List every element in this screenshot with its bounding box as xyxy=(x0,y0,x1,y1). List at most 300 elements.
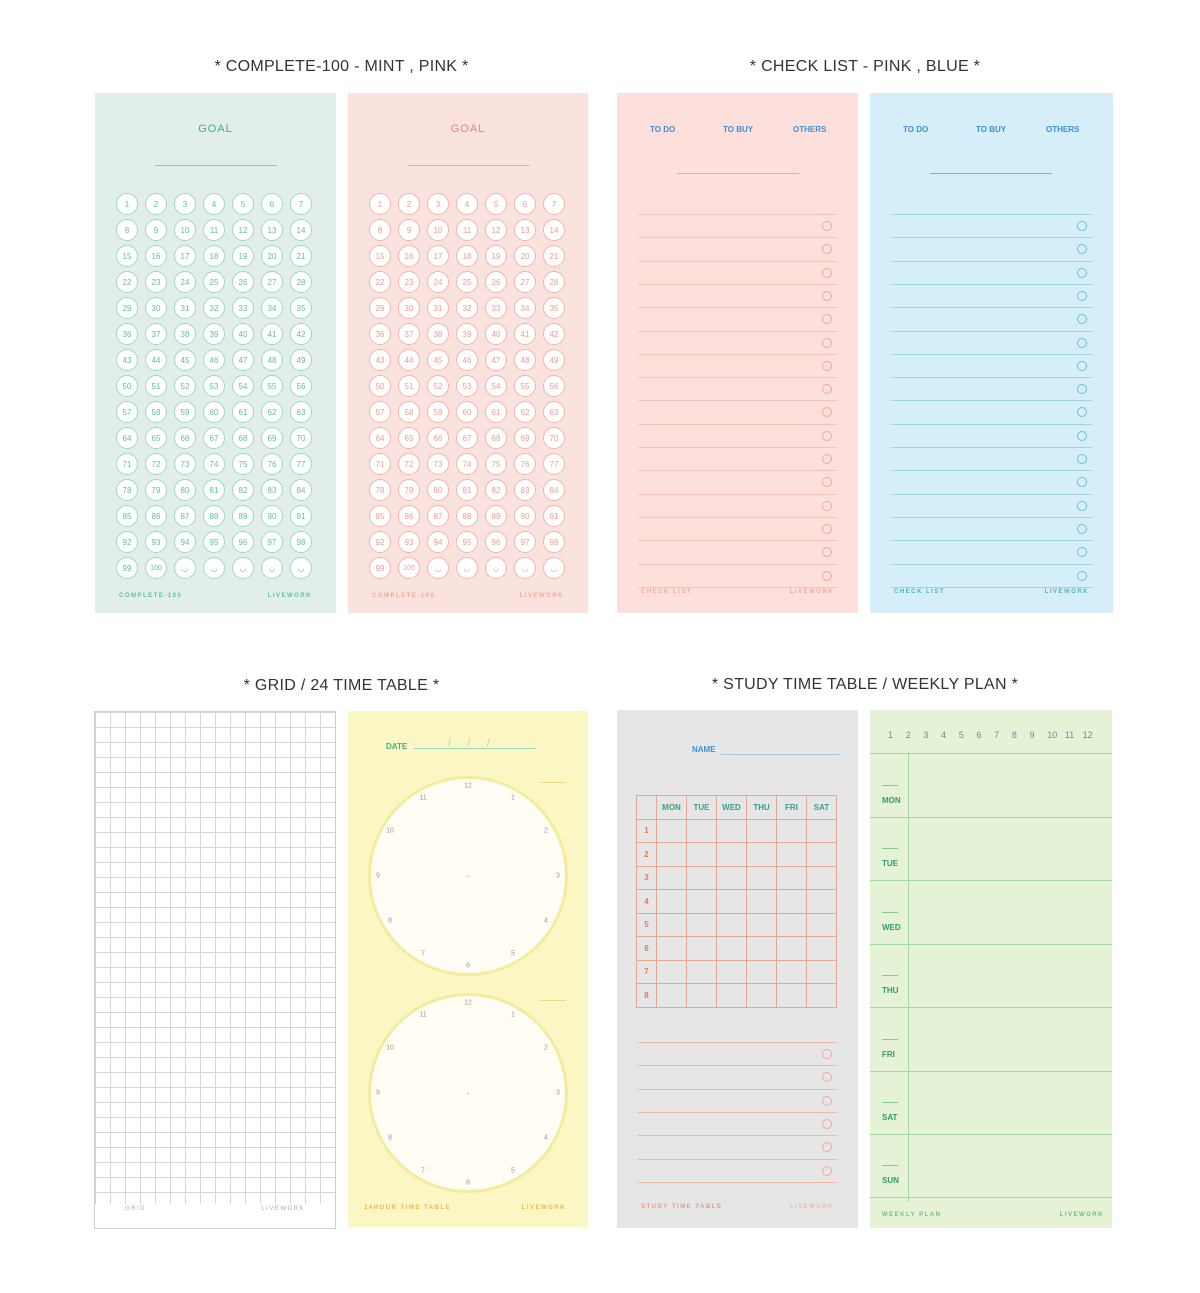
checklist-line xyxy=(891,587,1092,588)
checkbox-circle[interactable] xyxy=(822,1049,832,1059)
checklist-line xyxy=(638,400,837,401)
goal-circle: 98 xyxy=(290,531,312,553)
table-cell[interactable] xyxy=(777,866,807,890)
goal-circle: 88 xyxy=(456,505,478,527)
checkbox-circle[interactable] xyxy=(1077,314,1087,324)
weekly-row[interactable] xyxy=(870,944,1112,1008)
clock-hour-number: 12 xyxy=(464,782,472,790)
goal-circle: 19 xyxy=(485,245,507,267)
table-cell[interactable] xyxy=(807,843,837,867)
smile-face-icon: ◡ xyxy=(514,557,536,579)
goal-circle: 17 xyxy=(427,245,449,267)
goal-circle: 94 xyxy=(174,531,196,553)
checklist-line xyxy=(638,564,837,565)
goal-circle: 13 xyxy=(261,219,283,241)
day-label: SAT xyxy=(882,1113,898,1122)
goal-circle: 92 xyxy=(369,531,391,553)
checkbox-circle[interactable] xyxy=(822,1096,832,1106)
goal-circle: 78 xyxy=(116,479,138,501)
table-cell[interactable] xyxy=(657,960,687,984)
tab-underline xyxy=(930,173,1052,174)
checklist-line xyxy=(638,494,837,495)
goal-circle: 88 xyxy=(203,505,225,527)
goal-circle: 51 xyxy=(145,375,167,397)
study-timetable-card xyxy=(617,710,858,1228)
goal-circle: 25 xyxy=(203,271,225,293)
goal-circle: 54 xyxy=(485,375,507,397)
goal-circle: 57 xyxy=(369,401,391,423)
goal-circle: 37 xyxy=(398,323,420,345)
goal-circle: 71 xyxy=(369,453,391,475)
checklist-line xyxy=(638,447,837,448)
table-cell[interactable] xyxy=(747,819,777,843)
goal-circle: 33 xyxy=(485,297,507,319)
checkbox-circle[interactable] xyxy=(822,431,832,441)
footer-label: COMPLETE-100 xyxy=(372,593,436,599)
day-tick xyxy=(882,975,898,976)
row-number: 7 xyxy=(637,960,657,984)
table-cell[interactable] xyxy=(777,984,807,1008)
day-label: WED xyxy=(882,922,901,932)
goal-label: GOAL xyxy=(450,123,486,135)
table-cell[interactable] xyxy=(807,984,837,1008)
goal-circle: 11 xyxy=(203,219,225,241)
weekly-row[interactable] xyxy=(870,817,1112,881)
table-cell[interactable] xyxy=(807,819,837,843)
clock-hour-number: 3 xyxy=(556,872,560,880)
checkbox-circle[interactable] xyxy=(822,268,832,278)
goal-circle: 59 xyxy=(427,401,449,423)
table-cell[interactable] xyxy=(747,984,777,1008)
table-row xyxy=(637,913,837,937)
goal-circle: 25 xyxy=(456,271,478,293)
table-cell[interactable] xyxy=(777,890,807,914)
study-table xyxy=(636,795,837,1008)
goal-circle: 48 xyxy=(514,349,536,371)
clock-hour-number: 2 xyxy=(543,1044,548,1052)
table-cell[interactable] xyxy=(807,937,837,961)
clock-hour-number: 9 xyxy=(376,1089,380,1097)
goal-circle: 75 xyxy=(485,453,507,475)
goal-circle: 10 xyxy=(427,219,449,241)
table-cell[interactable] xyxy=(777,937,807,961)
smile-face-icon: ◡ xyxy=(543,557,565,579)
checkbox-circle[interactable] xyxy=(822,547,832,557)
goal-circle: 2 xyxy=(398,193,420,215)
goal-circle: 14 xyxy=(543,219,565,241)
checklist-line xyxy=(638,1089,837,1090)
name-line xyxy=(721,754,841,755)
goal-circle: 70 xyxy=(290,427,312,449)
table-cell[interactable] xyxy=(807,913,837,937)
checkbox-circle[interactable] xyxy=(1077,244,1087,254)
smile-face-icon: ◡ xyxy=(203,557,225,579)
goal-circle: 100 xyxy=(145,557,167,579)
checklist-line xyxy=(891,494,1092,495)
goal-circle: 6 xyxy=(261,193,283,215)
goal-circle: 81 xyxy=(456,479,478,501)
goal-circle: 13 xyxy=(514,219,536,241)
checkbox-circle[interactable] xyxy=(1077,268,1087,278)
goal-circle: 14 xyxy=(290,219,312,241)
table-cell[interactable] xyxy=(717,866,747,890)
weekly-row[interactable] xyxy=(870,754,1112,818)
goal-circle: 28 xyxy=(543,271,565,293)
goal-circle: 53 xyxy=(456,375,478,397)
goal-circle: 81 xyxy=(203,479,225,501)
table-cell[interactable] xyxy=(687,890,717,914)
checklist-line xyxy=(891,377,1092,378)
table-cell[interactable] xyxy=(717,843,747,867)
clock-hour-number: 5 xyxy=(511,1167,515,1175)
goal-circle: 63 xyxy=(543,401,565,423)
clock-hour-number: 11 xyxy=(419,794,427,802)
goal-circle: 77 xyxy=(290,453,312,475)
checklist-line xyxy=(638,331,837,332)
table-cell[interactable] xyxy=(747,843,777,867)
checkbox-circle[interactable] xyxy=(822,338,832,348)
goal-circle: 98 xyxy=(543,531,565,553)
goal-circle: 46 xyxy=(203,349,225,371)
checklist-line xyxy=(891,307,1092,308)
goal-circle: 19 xyxy=(232,245,254,267)
goal-circle: 75 xyxy=(232,453,254,475)
clock-hour-number: 11 xyxy=(419,1011,427,1019)
goal-circle: 41 xyxy=(514,323,536,345)
table-cell[interactable] xyxy=(777,819,807,843)
goal-circle: 28 xyxy=(290,271,312,293)
table-cell[interactable] xyxy=(687,866,717,890)
checkbox-circle[interactable] xyxy=(822,501,832,511)
clock-bottom-tick xyxy=(540,1000,566,1001)
clock-hour-number: 4 xyxy=(543,917,548,925)
goal-circle: 72 xyxy=(145,453,167,475)
table-cell[interactable] xyxy=(657,866,687,890)
row-number: 6 xyxy=(637,937,657,961)
goal-circle: 31 xyxy=(174,297,196,319)
brand-label: LIVEWORK xyxy=(519,593,564,599)
goal-circle: 85 xyxy=(369,505,391,527)
hour-number: 8 xyxy=(1011,730,1017,740)
goal-circle: 39 xyxy=(456,323,478,345)
goal-circle: 76 xyxy=(261,453,283,475)
goal-circle: 32 xyxy=(456,297,478,319)
table-cell[interactable] xyxy=(657,913,687,937)
table-row xyxy=(637,937,837,961)
goal-circle: 26 xyxy=(485,271,507,293)
timetable24-card xyxy=(348,711,588,1227)
checkbox-circle[interactable] xyxy=(822,1142,832,1152)
table-row xyxy=(637,890,837,914)
goal-circle: 53 xyxy=(203,375,225,397)
checkbox-circle[interactable] xyxy=(822,454,832,464)
table-cell[interactable] xyxy=(687,913,717,937)
checkbox-circle[interactable] xyxy=(1077,571,1087,581)
table-cell[interactable] xyxy=(807,866,837,890)
checkbox-circle[interactable] xyxy=(822,314,832,324)
goal-circle: 3 xyxy=(427,193,449,215)
checkbox-circle[interactable] xyxy=(822,291,832,301)
goal-circle: 9 xyxy=(398,219,420,241)
goal-circle: 100 xyxy=(398,557,420,579)
table-cell[interactable] xyxy=(747,913,777,937)
checklist-line xyxy=(891,400,1092,401)
checkbox-circle[interactable] xyxy=(1077,338,1087,348)
goal-circle: 54 xyxy=(232,375,254,397)
footer-label: COMPLETE-100 xyxy=(119,593,183,599)
weekly-row[interactable] xyxy=(870,1008,1112,1072)
goal-circle: 68 xyxy=(232,427,254,449)
tab-underline xyxy=(677,173,799,174)
brand-label: LIVEWORK xyxy=(789,589,834,595)
goal-circle: 67 xyxy=(456,427,478,449)
goal-circle: 16 xyxy=(145,245,167,267)
checkbox-circle[interactable] xyxy=(822,221,832,231)
table-cell[interactable] xyxy=(777,960,807,984)
goal-circle: 84 xyxy=(543,479,565,501)
clock-top-tick xyxy=(540,782,566,783)
goal-circle: 45 xyxy=(427,349,449,371)
goal-circle: 1 xyxy=(369,193,391,215)
table-cell[interactable] xyxy=(777,913,807,937)
goal-circle: 44 xyxy=(398,349,420,371)
goal-circle: 20 xyxy=(514,245,536,267)
goal-circle: 57 xyxy=(116,401,138,423)
goal-circle: 8 xyxy=(116,219,138,241)
table-cell[interactable] xyxy=(687,937,717,961)
checkbox-circle[interactable] xyxy=(1077,291,1087,301)
goal-circle: 34 xyxy=(514,297,536,319)
checkbox-circle[interactable] xyxy=(822,524,832,534)
goal-circle: 61 xyxy=(485,401,507,423)
checkbox-circle[interactable] xyxy=(1077,407,1087,417)
hour-number: 3 xyxy=(923,730,929,740)
goal-circle: 86 xyxy=(398,505,420,527)
checkbox-circle[interactable] xyxy=(1077,454,1087,464)
tab-todo: TO DO xyxy=(903,125,929,134)
name-label: NAME xyxy=(692,745,716,754)
checkbox-circle[interactable] xyxy=(1077,361,1087,371)
checkbox-circle[interactable] xyxy=(822,477,832,487)
table-cell[interactable] xyxy=(747,960,777,984)
checklist-line xyxy=(638,1135,837,1136)
goal-circle: 65 xyxy=(398,427,420,449)
goal-circle: 20 xyxy=(261,245,283,267)
weekly-row[interactable] xyxy=(870,1071,1112,1135)
tab-others: OTHERS xyxy=(793,125,827,134)
day-label: TUE xyxy=(882,859,898,869)
checklist-line xyxy=(638,1159,837,1160)
checkbox-circle[interactable] xyxy=(822,1119,832,1129)
goal-circle: 30 xyxy=(398,297,420,319)
goal-circle: 15 xyxy=(369,245,391,267)
table-cell[interactable] xyxy=(777,843,807,867)
complete100-mint-card xyxy=(95,93,336,613)
table-cell[interactable] xyxy=(717,960,747,984)
goal-circle: 72 xyxy=(398,453,420,475)
checkbox-circle[interactable] xyxy=(1077,431,1087,441)
day-tick xyxy=(882,1165,898,1166)
clock-hour-number: 10 xyxy=(386,827,394,835)
hour-number: 7 xyxy=(994,730,1000,740)
goal-circle: 48 xyxy=(261,349,283,371)
table-cell[interactable] xyxy=(807,890,837,914)
goal-circle: 22 xyxy=(369,271,391,293)
clock-hour-number: 3 xyxy=(556,1089,560,1097)
goal-circle: 91 xyxy=(543,505,565,527)
checklist-line xyxy=(891,424,1092,425)
checklist-line xyxy=(638,1182,837,1183)
table-cell[interactable] xyxy=(717,819,747,843)
checklist-line xyxy=(638,261,837,262)
goal-circle: 43 xyxy=(369,349,391,371)
goal-circle: 46 xyxy=(456,349,478,371)
circle-grid xyxy=(369,193,565,579)
table-cell[interactable] xyxy=(747,937,777,961)
table-cell[interactable] xyxy=(657,890,687,914)
goal-circle: 9 xyxy=(145,219,167,241)
goal-circle: 52 xyxy=(174,375,196,397)
table-cell[interactable] xyxy=(657,843,687,867)
checklist-line xyxy=(638,540,837,541)
goal-circle: 24 xyxy=(427,271,449,293)
checklist-line xyxy=(638,214,837,215)
goal-label: GOAL xyxy=(198,123,233,135)
goal-circle: 96 xyxy=(232,531,254,553)
table-cell[interactable] xyxy=(657,937,687,961)
checklist-line xyxy=(891,331,1092,332)
goal-circle: 6 xyxy=(514,193,536,215)
footer-label: CHECK LIST xyxy=(894,589,945,595)
goal-circle: 86 xyxy=(145,505,167,527)
day-label: MON xyxy=(882,796,901,805)
table-cell[interactable] xyxy=(747,890,777,914)
clock-hour-number: 1 xyxy=(511,794,515,802)
goal-circle: 31 xyxy=(427,297,449,319)
goal-circle: 1 xyxy=(116,193,138,215)
table-row xyxy=(637,984,837,1008)
checklist-line xyxy=(638,354,837,355)
table-cell[interactable] xyxy=(657,984,687,1008)
goal-circle: 64 xyxy=(369,427,391,449)
date-label: DATE xyxy=(386,742,408,751)
goal-circle: 27 xyxy=(261,271,283,293)
goal-circle: 61 xyxy=(232,401,254,423)
table-cell[interactable] xyxy=(687,819,717,843)
section-title-complete100: * COMPLETE-100 - MINT , PINK * xyxy=(214,58,469,75)
checklist-line xyxy=(638,1112,837,1113)
row-number: 5 xyxy=(637,913,657,937)
hour-number: 10 xyxy=(1047,730,1058,740)
checkbox-circle[interactable] xyxy=(822,244,832,254)
checkbox-circle[interactable] xyxy=(822,1072,832,1082)
checkbox-circle[interactable] xyxy=(822,571,832,581)
goal-circle: 82 xyxy=(485,479,507,501)
goal-circle: 50 xyxy=(116,375,138,397)
goal-circle: 55 xyxy=(261,375,283,397)
goal-circle: 62 xyxy=(261,401,283,423)
table-cell[interactable] xyxy=(657,819,687,843)
goal-circle: 79 xyxy=(398,479,420,501)
goal-circle: 43 xyxy=(116,349,138,371)
goal-circle: 23 xyxy=(398,271,420,293)
checkbox-circle[interactable] xyxy=(1077,547,1087,557)
goal-circle: 47 xyxy=(485,349,507,371)
goal-circle: 77 xyxy=(543,453,565,475)
goal-circle: 55 xyxy=(514,375,536,397)
goal-circle: 7 xyxy=(290,193,312,215)
table-row xyxy=(637,866,837,890)
clock-hour-number: 6 xyxy=(466,962,470,970)
clock-hour-number: 9 xyxy=(376,872,380,880)
goal-circle: 18 xyxy=(456,245,478,267)
table-cell[interactable] xyxy=(717,937,747,961)
checklist-line xyxy=(891,564,1092,565)
goal-circle: 80 xyxy=(427,479,449,501)
checkbox-circle[interactable] xyxy=(1077,477,1087,487)
checklist-line xyxy=(638,284,837,285)
goal-circle: 66 xyxy=(174,427,196,449)
checklist-line xyxy=(638,377,837,378)
goal-circle: 2 xyxy=(145,193,167,215)
table-cell[interactable] xyxy=(717,984,747,1008)
goal-circle: 69 xyxy=(261,427,283,449)
row-number: 8 xyxy=(637,984,657,1008)
table-cell[interactable] xyxy=(807,960,837,984)
checklist-line xyxy=(638,237,837,238)
goal-circle: 5 xyxy=(232,193,254,215)
smile-face-icon: ◡ xyxy=(485,557,507,579)
goal-circle: 56 xyxy=(290,375,312,397)
weekly-row[interactable] xyxy=(870,1134,1112,1198)
table-cell[interactable] xyxy=(717,890,747,914)
table-cell[interactable] xyxy=(687,984,717,1008)
clock-hour-number: 8 xyxy=(388,917,392,925)
smile-face-icon: ◡ xyxy=(261,557,283,579)
hour-number: 6 xyxy=(976,730,982,740)
checkbox-circle[interactable] xyxy=(1077,524,1087,534)
goal-circle: 45 xyxy=(174,349,196,371)
goal-circle: 18 xyxy=(203,245,225,267)
checkbox-circle[interactable] xyxy=(822,361,832,371)
complete100-pink-card xyxy=(348,93,588,613)
table-cell[interactable] xyxy=(717,913,747,937)
goal-circle: 69 xyxy=(514,427,536,449)
table-cell[interactable] xyxy=(687,960,717,984)
clock-hour-number: 7 xyxy=(421,950,425,958)
hour-number: 1 xyxy=(888,730,894,740)
hour-number: 9 xyxy=(1029,730,1035,740)
table-cell[interactable] xyxy=(747,866,777,890)
goal-circle: 33 xyxy=(232,297,254,319)
checkbox-circle[interactable] xyxy=(822,384,832,394)
goal-circle: 4 xyxy=(456,193,478,215)
goal-circle: 99 xyxy=(369,557,391,579)
goal-circle: 80 xyxy=(174,479,196,501)
goal-circle: 40 xyxy=(485,323,507,345)
goal-circle: 90 xyxy=(261,505,283,527)
goal-underline xyxy=(155,165,277,166)
checkbox-circle[interactable] xyxy=(1077,221,1087,231)
table-cell[interactable] xyxy=(687,843,717,867)
checkbox-circle[interactable] xyxy=(1077,501,1087,511)
checkbox-circle[interactable] xyxy=(1077,384,1087,394)
weekly-row[interactable] xyxy=(870,881,1112,945)
goal-circle: 89 xyxy=(485,505,507,527)
table-row xyxy=(637,960,837,984)
checkbox-circle[interactable] xyxy=(822,1166,832,1176)
checkbox-circle[interactable] xyxy=(822,407,832,417)
